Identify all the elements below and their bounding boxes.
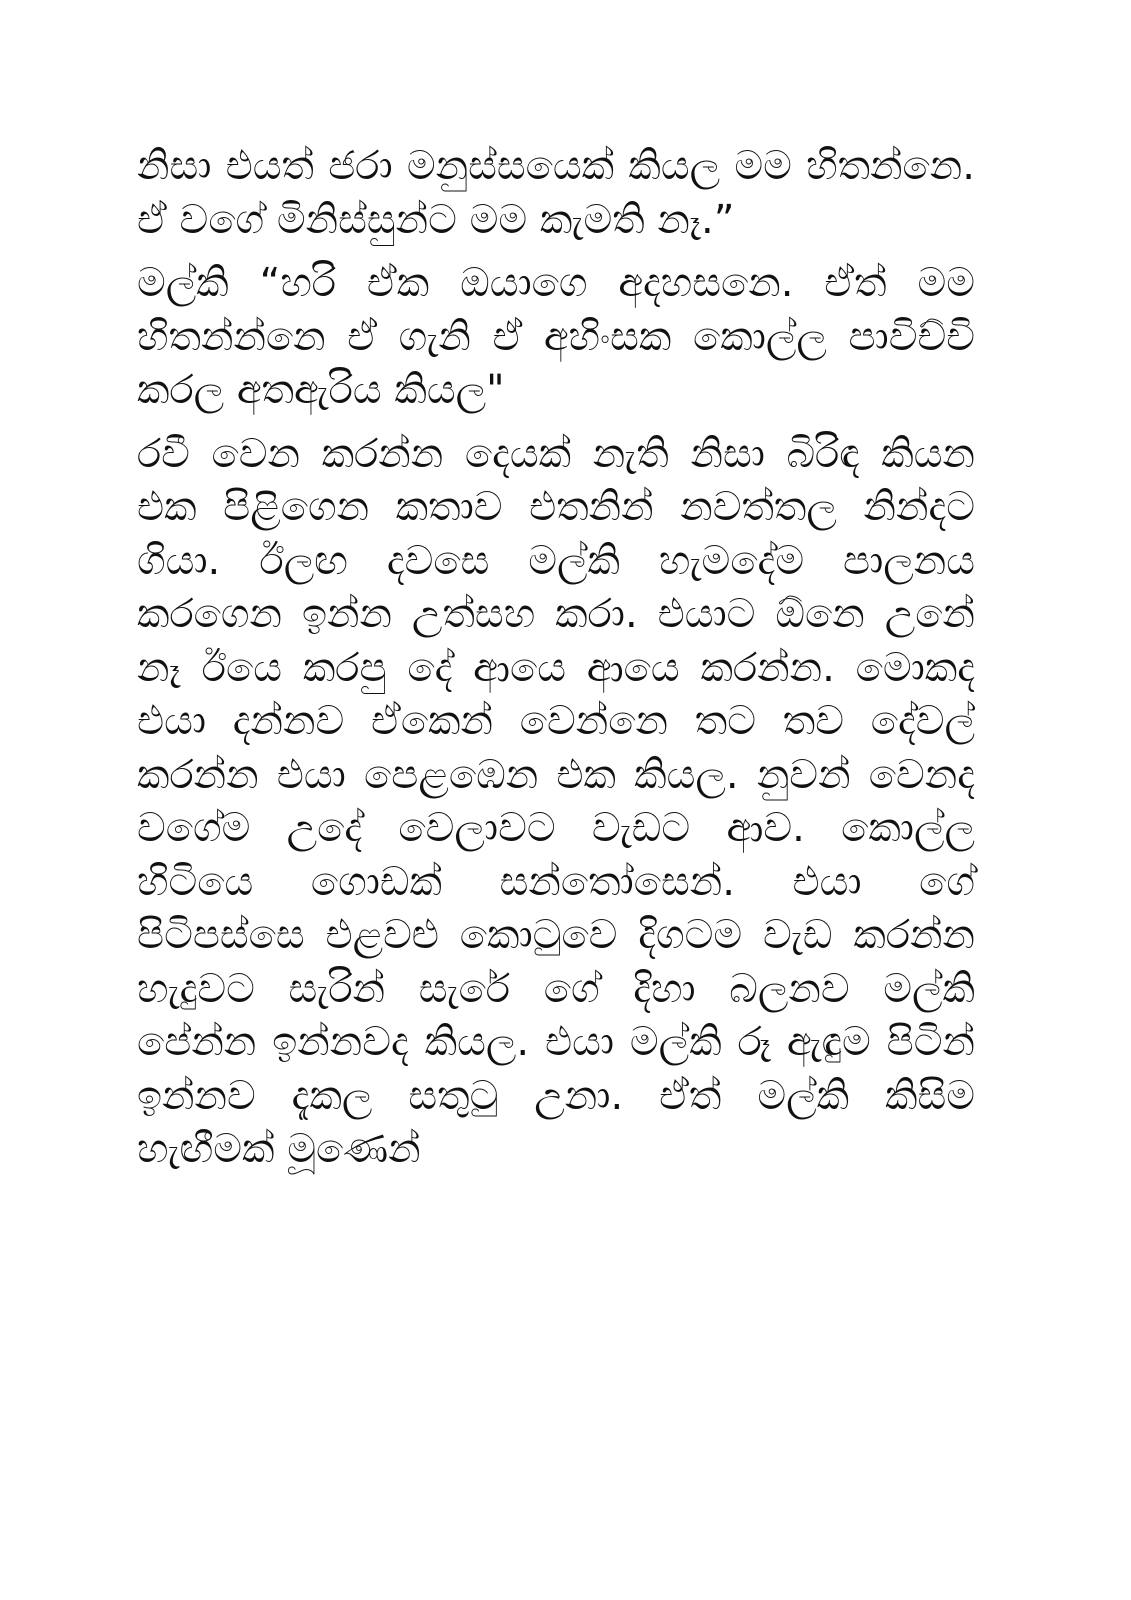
story-text [137,140,975,1177]
paragraph-3: රවී වෙන කරන්න දෙයක් නැති නිසා බිරිඳ කියන එක පිළිගෙන කතාව එතනින් නවත්තල නින්දට ගියා. ඊලඟ දවසෙ මල්කි හැමදේම පාලනය කරගෙන ඉන්න උත්සහ කරා. එයාට ඕනෙ උනේ නෑ ඊයෙ කරපු දේ ආයෙ ආයෙ කරන්න. මොකද එයා දන්නව ඒකෙන් වෙන්නෙ තට තව දේවල් කරන්න එයා පෙළඹෙන එක කියල. නුවන් වෙනද වගේම උදේ වෙලාවට වැඩට ආව. කොල්ල හිටියෙ ගොඩක් සන්තෝසෙන්. එයා ගේ පිටිපස්සෙ එළවළු කොටුවෙ දිගටම වැඩ කරන්න හැදුවට සැරින් සැරේ ගේ දිහා බලනව මල්කි පේන්න ඉන්නවද කියල. එයා මල්කි රූ ඇඳුම පිටින් ඉන්නව දැකල සතුටු උනා. ඒත් මල්කි කිසිම හැඟීමක් මූණෙන් [137,430,975,1172]
paragraph-1: නිසා එයත් ජරා මනුස්සයෙක් කියල මම හිතන්නෙ. ඒ වගේ මිනිස්සුන්ට මම කැමති නෑ.” [137,143,975,243]
paragraph-2: මල්කි “හරි ඒක ඔයාගෙ අදහසනෙ. ඒත් මම හිතන්න්නෙ ඒ ගැනි ඒ අහිංසක කොල්ල පාවිච්චි කරල අතඇරිය කියල" [137,260,975,413]
